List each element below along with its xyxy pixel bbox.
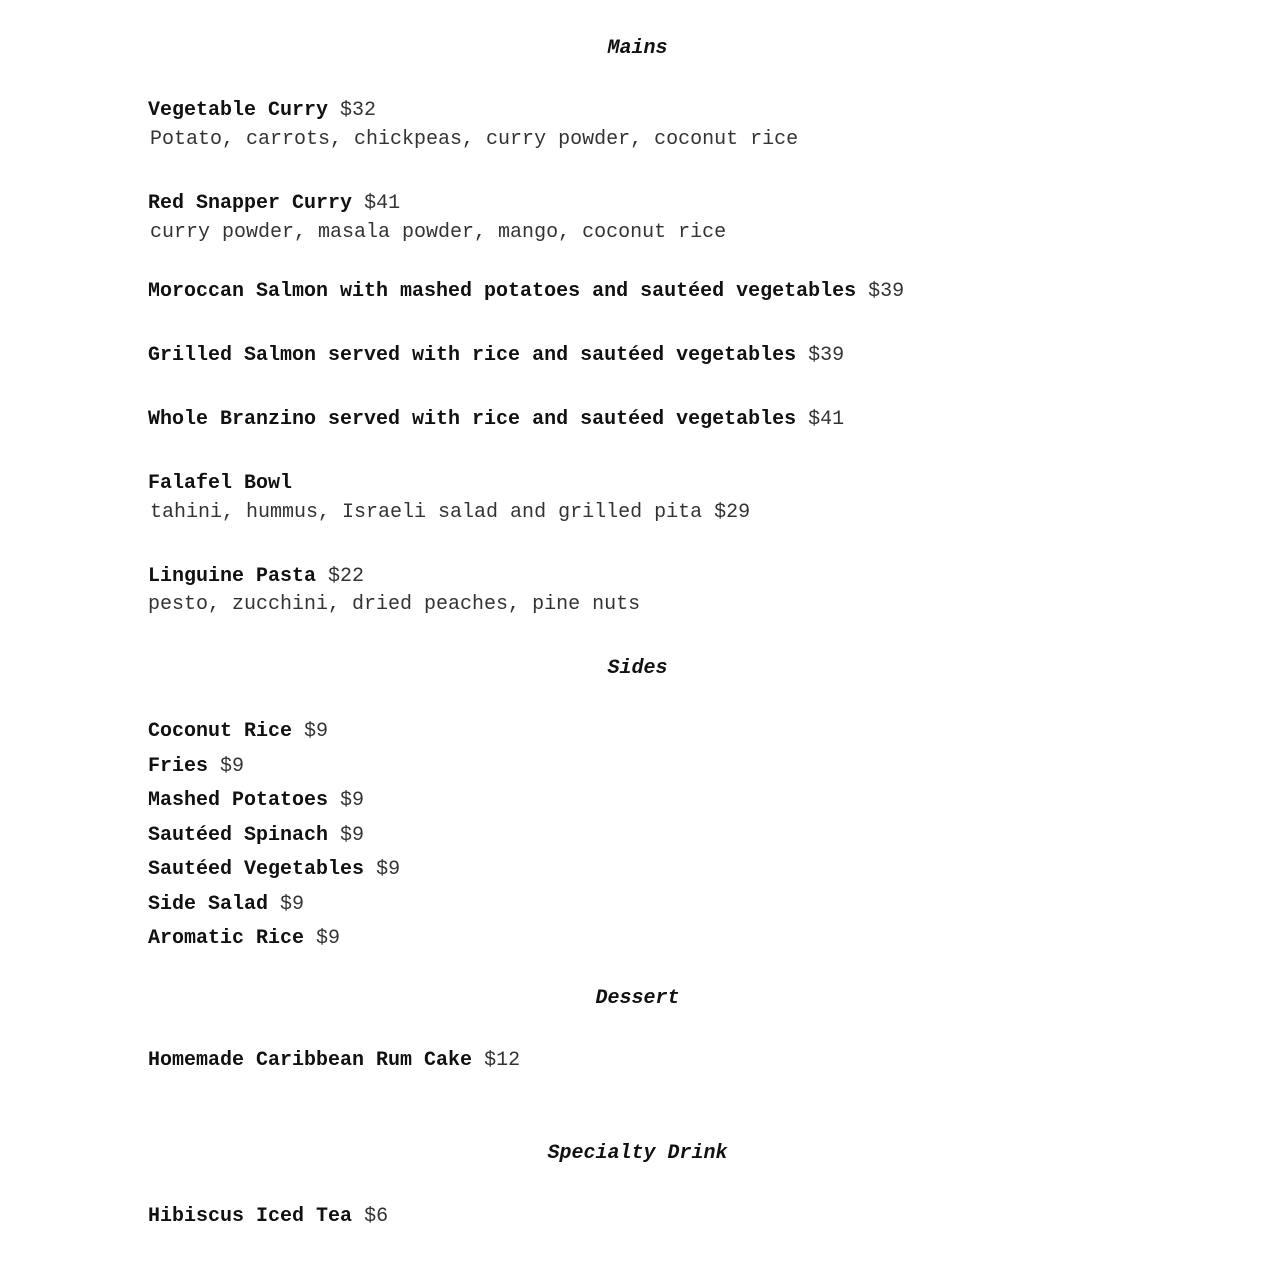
item-name: Grilled Salmon served with rice and sautéed vegetables	[148, 344, 797, 367]
item-name: Moroccan Salmon with mashed potatoes and sautéed vegetables	[148, 280, 857, 303]
item-description: tahini, hummus, Israeli salad and grilled pita	[150, 501, 703, 524]
item-name: Coconut Rice	[148, 720, 293, 743]
item-price: $29	[714, 501, 751, 524]
menu-item-aromatic-rice	[148, 927, 340, 951]
menu-item-rum-cake	[148, 1049, 520, 1073]
menu-item-mashed-potatoes	[148, 789, 364, 813]
section-title-sides: Sides	[607, 657, 668, 680]
item-description-line	[150, 501, 750, 525]
item-price: $39	[808, 344, 845, 367]
menu-item-falafel-bowl	[148, 472, 292, 496]
menu-item-side-salad	[148, 893, 304, 917]
menu-item-grilled-salmon	[148, 344, 844, 368]
item-price: $9	[340, 824, 365, 847]
menu-item-whole-branzino	[148, 408, 844, 432]
item-price: $12	[484, 1049, 521, 1072]
item-price: $9	[316, 927, 341, 950]
section-title-dessert: Dessert	[595, 987, 680, 1010]
menu-item-vegetable-curry	[148, 99, 376, 123]
section-title-specialty-drink: Specialty Drink	[547, 1142, 728, 1165]
item-name: Homemade Caribbean Rum Cake	[148, 1049, 473, 1072]
item-description: pesto, zucchini, dried peaches, pine nuts	[148, 593, 641, 616]
item-price: $9	[340, 789, 365, 812]
menu-item-linguine-pasta	[148, 565, 364, 589]
item-price: $41	[808, 408, 845, 431]
item-description: curry powder, masala powder, mango, coconut rice	[150, 221, 727, 244]
item-price: $39	[868, 280, 905, 303]
item-price: $41	[364, 192, 401, 215]
section-title-mains: Mains	[607, 37, 668, 60]
menu-item-coconut-rice	[148, 720, 328, 744]
item-name: Red Snapper Curry	[148, 192, 353, 215]
item-description: Potato, carrots, chickpeas, curry powder, coconut rice	[150, 128, 799, 151]
item-name: Linguine Pasta	[148, 565, 317, 588]
menu-item-fries	[148, 755, 244, 779]
item-name: Whole Branzino served with rice and sautéed vegetables	[148, 408, 797, 431]
item-name: Sautéed Spinach	[148, 824, 329, 847]
menu-item-sauteed-vegetables	[148, 858, 400, 882]
item-name: Fries	[148, 755, 209, 778]
menu-item-moroccan-salmon	[148, 280, 904, 304]
item-price: $9	[220, 755, 245, 778]
menu-item-sauteed-spinach	[148, 824, 364, 848]
item-name: Falafel Bowl	[148, 472, 293, 495]
item-price: $6	[364, 1205, 389, 1228]
item-price: $9	[376, 858, 401, 881]
menu-item-hibiscus-iced-tea	[148, 1205, 388, 1229]
item-name: Mashed Potatoes	[148, 789, 329, 812]
item-name: Hibiscus Iced Tea	[148, 1205, 353, 1228]
item-price: $22	[328, 565, 365, 588]
item-price: $9	[280, 893, 305, 916]
item-name: Aromatic Rice	[148, 927, 305, 950]
item-name: Sautéed Vegetables	[148, 858, 365, 881]
item-price: $9	[304, 720, 329, 743]
menu-item-red-snapper-curry	[148, 192, 400, 216]
item-name: Side Salad	[148, 893, 269, 916]
item-name: Vegetable Curry	[148, 99, 329, 122]
item-price: $32	[340, 99, 377, 122]
